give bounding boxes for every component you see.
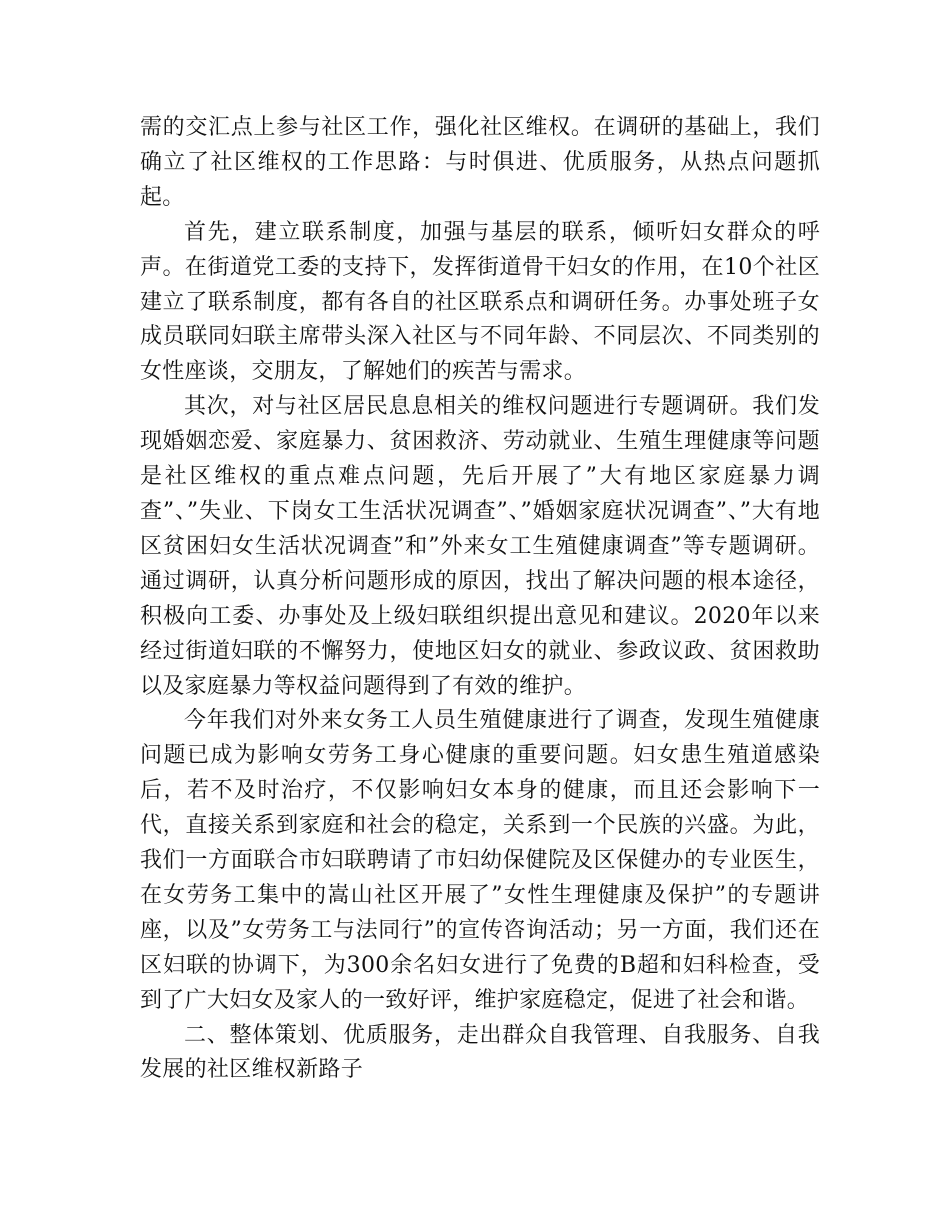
paragraph-contact-system: 首先，建立联系制度，加强与基层的联系，倾听妇女群众的呼声。在街道党工委的支持下，发挥街道骨干妇女的作用，在10个社区建立了联系制度，都有各自的社区联系点和调研任务。办事处班子女成员联同妇联主席带头深入社区与不同年龄、不同层次、不同类别的女性座谈，交朋友，了解她们的疾苦与需求。 [140, 219, 820, 385]
paragraph-reproductive-health: 今年我们对外来女务工人员生殖健康进行了调查，发现生殖健康问题已成为影响女劳务工身心健康的重要问题。妇女患生殖道感染后，若不及时治疗，不仅影响妇女本身的健康，而且还会影响下一代，直接关系到家庭和社会的稳定，关系到一个民族的兴盛。为此，我们一方面联合市妇联聘请了市妇幼保健院及区保健办的专业医生，在女劳务工集中的嵩山社区开展了”女性生理健康及保护”的专题讲座，以及”女劳务工与法同行”的宣传咨询活动；另一方面，我们还在区妇联的协调下，为300余名妇女进行了免费的B超和妇科检查，受到了广大妇女及家人的一致好评，维护家庭稳定，促进了社会和谐。 [140, 708, 820, 1013]
section-heading-two: 二、整体策划、优质服务，走出群众自我管理、自我服务、自我发展的社区维权新路子 [140, 1022, 820, 1083]
document-page [140, 111, 820, 1088]
paragraph-special-research: 其次，对与社区居民息息相关的维权问题进行专题调研。我们发现婚姻恋爱、家庭暴力、贫困救济、劳动就业、生殖生理健康等问题是社区维权的重点难点问题，先后开展了”大有地区家庭暴力调查”、”失业、下岗女工生活状况调查”、”婚姻家庭状况调查”、”大有地区贫困妇女生活状况调查”和”外来女工生殖健康调查”等专题调研。通过调研，认真分析问题形成的原因，找出了解决问题的根本途径，积极向工委、办事处及上级妇联组织提出意见和建议。2020年以来经过街道妇联的不懈努力，使地区妇女的就业、参政议政、贫困救助以及家庭暴力等权益问题得到了有效的维护。 [140, 394, 820, 699]
paragraph-continuation: 需的交汇点上参与社区工作，强化社区维权。在调研的基础上，我们确立了社区维权的工作思路：与时俱进、优质服务，从热点问题抓起。 [140, 115, 820, 210]
